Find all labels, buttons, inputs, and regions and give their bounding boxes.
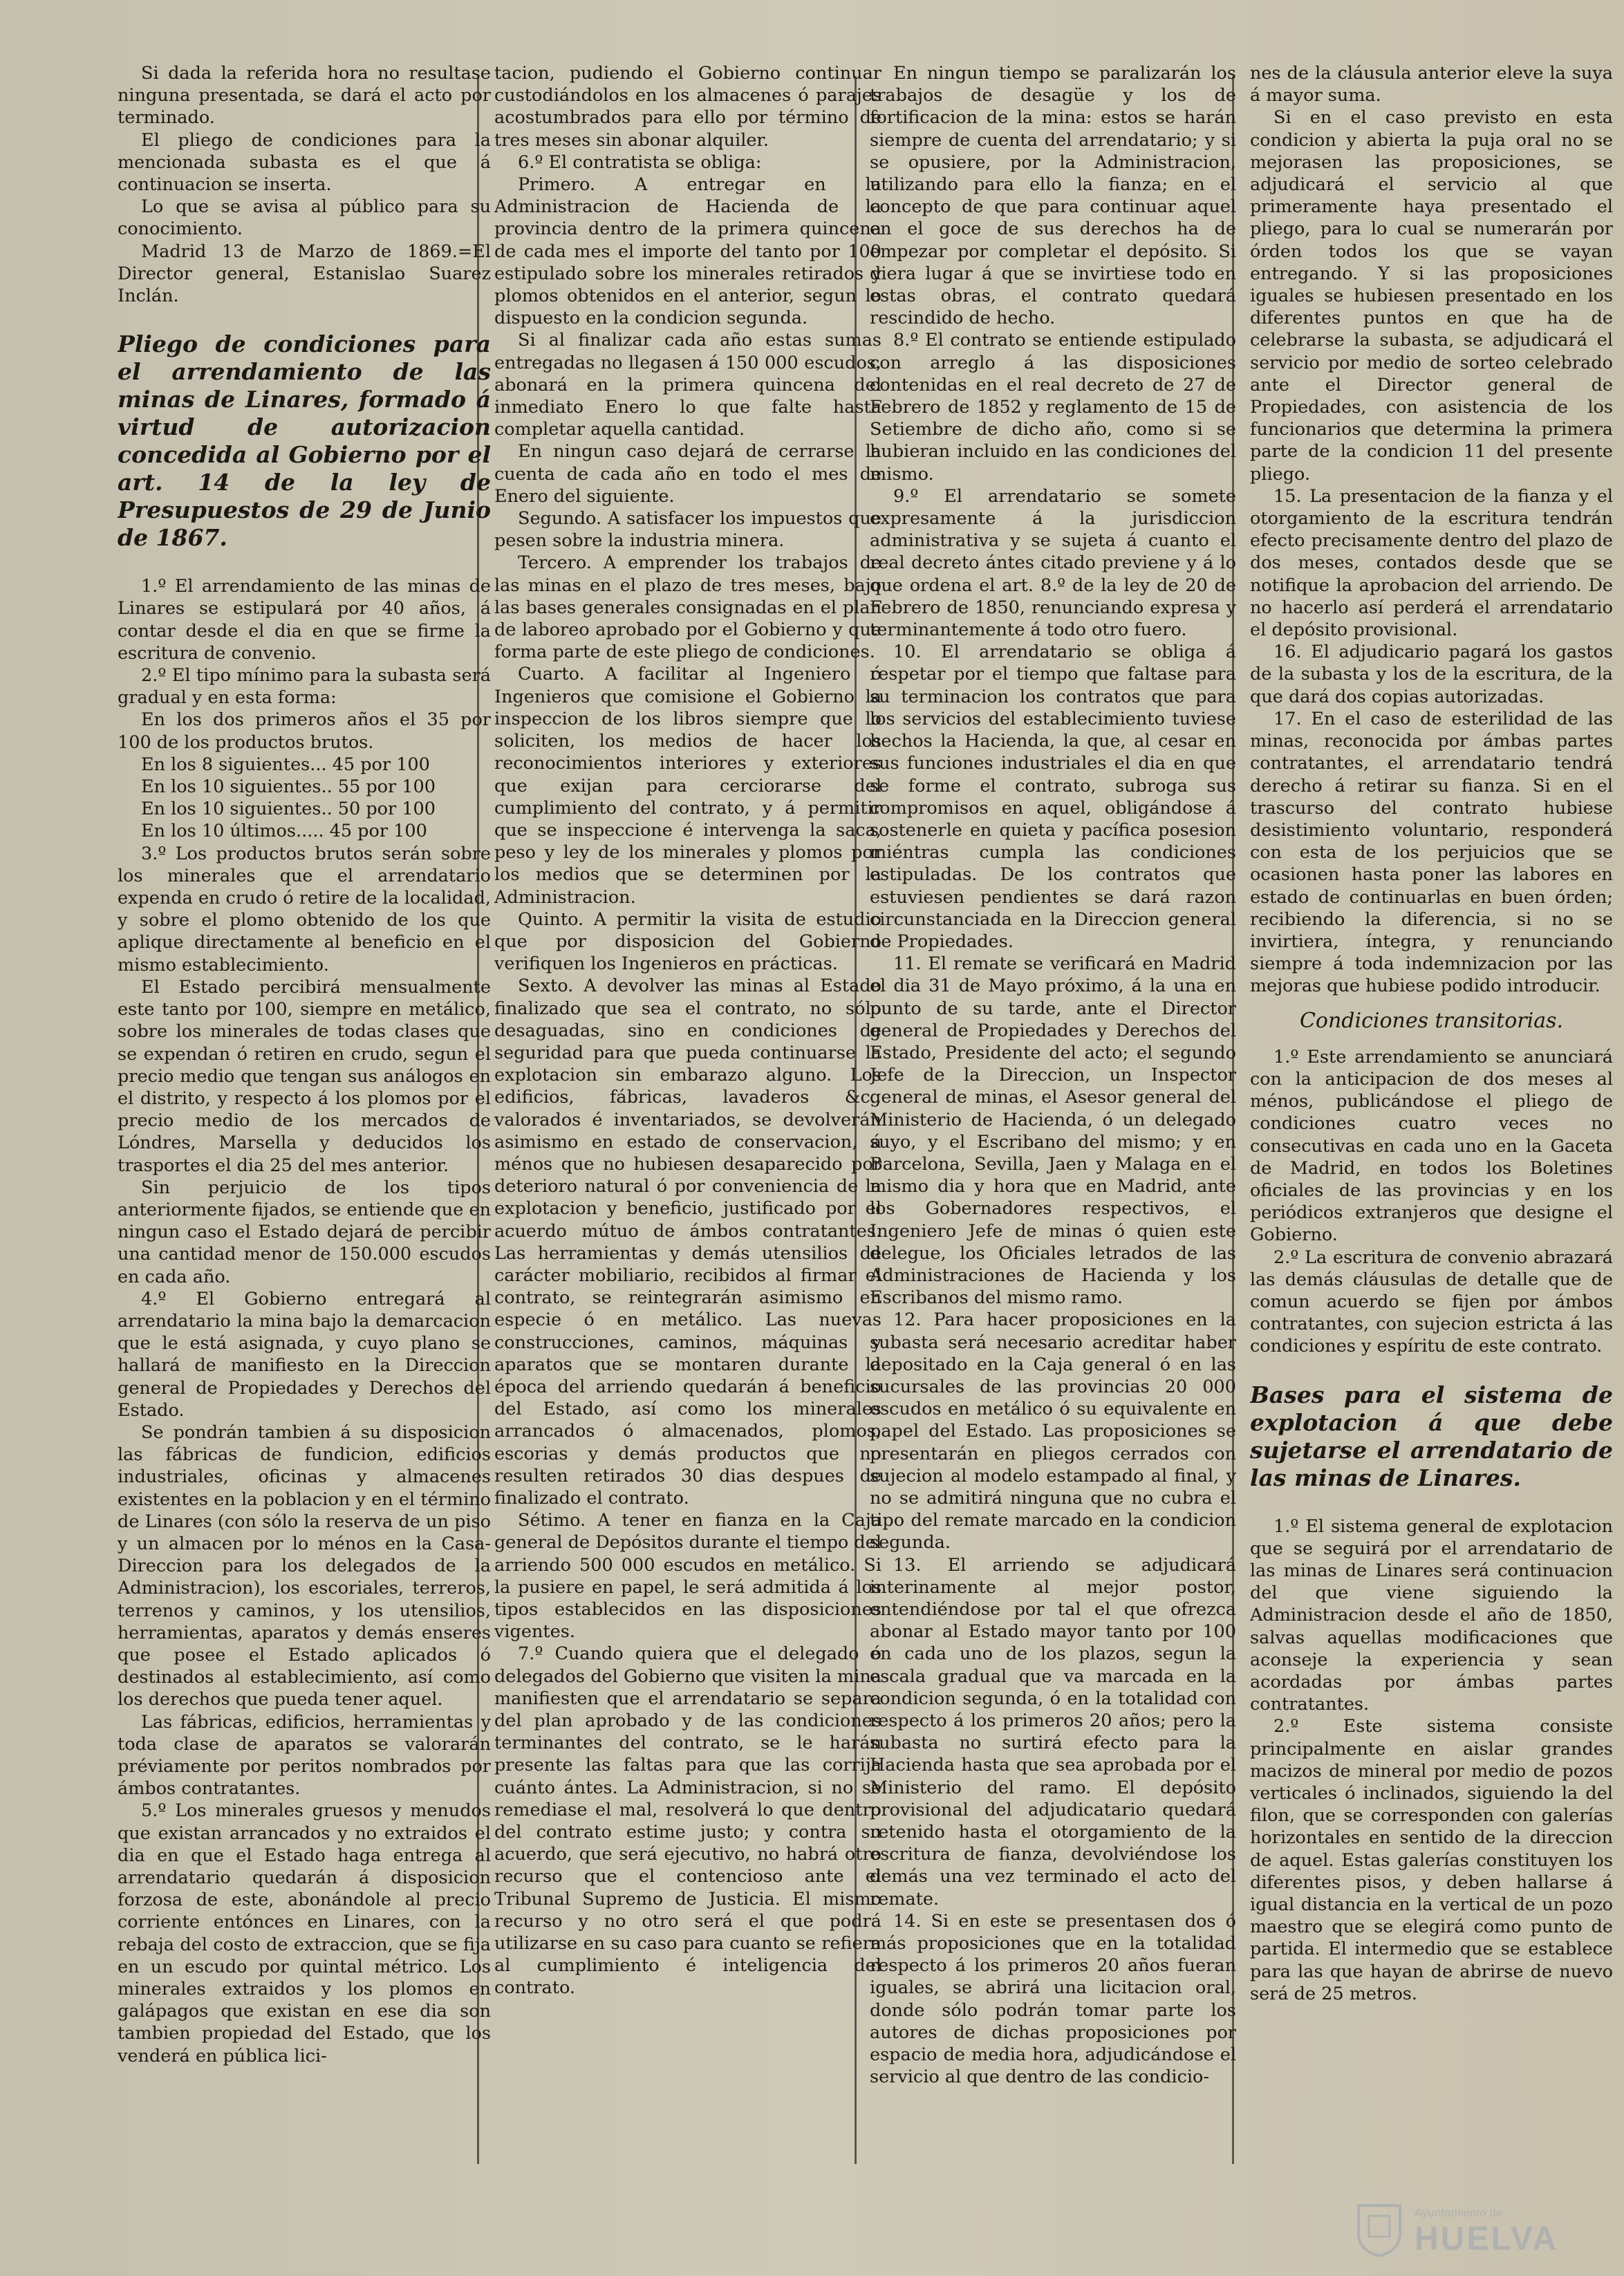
- paragraph: 5.º Los minerales gruesos y menudos que existan arrancados y no extraidos el dia en que el Estado haga entrega al arrendatario quedarán á disposicion forzosa de este, abonándole al precio corriente entónces en Linares, con la rebaja del costo de extraccion, que se fija en un escudo por quintal métrico. Los minerales extraidos y los plomos en galápagos que existan en ese dia son tambien propiedad del Estado, que los venderá en pública lici-: [118, 1800, 491, 2067]
- paragraph: 1.º El sistema general de explotacion que se seguirá por el arrendatario de las minas de Linares será continuacion del que viene siguiendo la Administracion desde el año de 1850, salvas aquellas modificaciones que aconseje la experiencia y sean acordadas por ámbas partes contratantes.: [1250, 1515, 1613, 1715]
- paragraph: 9.º El arrendatario se somete expresamente á la jurisdiccion administrativa y se sujeta á cuanto el real decreto ántes citado previene y á lo que ordena el art. 8.º de la ley de 20 de Febrero de 1850, renunciando expresa y terminantemente á todo otro fuero.: [870, 485, 1236, 641]
- paragraph: 13. El arriendo se adjudicará interinamente al mejor postor, entendiéndose por tal el que ofrezca abonar al Estado mayor tanto por 100 en cada uno de los plazos, segun la escala gradual que va marcada en la condicion segunda, ó en la totalidad con respecto á los primeros 20 años; pero la subasta no surtirá efecto para la Hacienda hasta que sea aprobada por el Ministerio del ramo. El depósito provisional del adjudicatario quedará retenido hasta el otorgamiento de la escritura de fianza, devolviéndose los demás una vez terminado el acto del remate.: [870, 1554, 1236, 1910]
- paragraph: 3.º Los productos brutos serán sobre los minerales que el arrendatario expenda en crudo ó retire de la localidad, y sobre el plomo obtenido de los que aplique directamente al beneficio en el mismo establecimiento.: [118, 843, 491, 976]
- paragraph: 11. El remate se verificará en Madrid el dia 31 de Mayo próximo, á la una en punto de su tarde, ante el Director general de Propiedades y Derechos del Estado, Presidente del acto; el segundo Jefe de la Direccion, un Inspector general de minas, el Asesor general del Ministerio de Hacienda, ó un delegado suyo, y el Escribano del mismo; y en Barcelona, Sevilla, Jaen y Malaga en el mismo dia y hora que en Madrid, ante los Gobernadores respectivos, el Ingeniero Jefe de minas ó quien este delegue, los Oficiales letrados de las Administraciones de Hacienda y los Escribanos del mismo ramo.: [870, 953, 1236, 1309]
- paragraph: nes de la cláusula anterior eleve la suya á mayor suma.: [1250, 63, 1613, 106]
- watermark-title: HUELVA: [1415, 2221, 1559, 2257]
- paragraph: Tercero. A emprender los trabajos de las minas en el plazo de tres meses, bajo las bases generales consignadas en el plan de laboreo aprobado por el Gobierno y que forma parte de este pliego de condiciones.: [494, 552, 881, 663]
- paragraph: Sétimo. A tener en fianza en la Caja general de Depósitos durante el tiempo del arriendo 500 000 escudos en metálico. Si la pusiere en papel, le será admitida á los tipos establecidos en las disposiciones vigentes.: [494, 1510, 881, 1643]
- paragraph: 4.º El Gobierno entregará al arrendatario la mina bajo la demarcacion que le está asignada, y cuyo plano se hallará de manifiesto en la Direccion general de Propiedades y Derechos del Estado.: [118, 1288, 491, 1421]
- paragraph: El pliego de condiciones para la mencionada subasta es el que á continuacion se inserta.: [118, 129, 491, 196]
- paragraph: 8.º El contrato se entiende estipulado con arreglo á las disposiciones contenidas en el real decreto de 27 de Febrero de 1852 y reglamento de 15 de Setiembre de dicho año, como si se hubieran incluido en las condiciones del mismo.: [870, 330, 1236, 485]
- paragraph: 17. En el caso de esterilidad de las minas, reconocida por ámbas partes contratantes, el arrendatario tendrá derecho á retirar su fianza. Si en el trascurso del contrato hubiese desistimiento voluntario, responderá con esta de los perjuicios que se ocasionen hasta poner las labores en estado de continuarlas en buen órden; recibiendo la diferencia, si no se invirtiera, íntegra, y renunciando siempre á toda indemnizacion por las mejoras que hubiese podido introducir.: [1250, 708, 1613, 997]
- paragraph: En ningun caso dejará de cerrarse la cuenta de cada año en todo el mes de Enero del siguiente.: [494, 441, 881, 507]
- paragraph: Cuarto. A facilitar al Ingeniero ó Ingenieros que comisione el Gobierno la inspeccion de los libros siempre que lo soliciten, los medios de hacer los reconocimientos interiores y exteriores que exijan para cerciorarse del cumplimiento del contrato, y á permitir que se inspeccione é intervenga la saca, peso y ley de los minerales y plomos por los medios que se determinen por la Administracion.: [494, 664, 881, 908]
- paragraph: El Estado percibirá mensualmente este tanto por 100, siempre en metálico, sobre los minerales de todas clases que se expendan ó retiren en crudo, segun el precio medio que tengan sus análogos en el distrito, y respecto á los plomos por el precio medio de los mercados de Lóndres, Marsella y deducidos los trasportes el dia 25 del mes anterior.: [118, 976, 491, 1176]
- column-3: [870, 62, 1236, 2247]
- paragraph: Si en el caso previsto en esta condicion y abierta la puja oral no se mejorasen las proposiciones, se adjudicará el servicio al que primeramente haya presentado el pliego, para lo cual se numerarán por órden todos los que se vayan entregando. Y si las proposiciones iguales se hubiesen presentado en los diferentes puntos en que ha de celebrarse la subasta, se adjudicará el servicio por medio de sorteo celebrado ante el Director general de Propiedades, con asistencia de los funcionarios que determina la primera parte de la condicion 11 del presente pliego.: [1250, 107, 1613, 485]
- paragraph: En los dos primeros años el 35 por 100 de los productos brutos.: [118, 709, 491, 753]
- paragraph: 10. El arrendatario se obliga á respetar por el tiempo que faltase para su terminacion los contratos que para los servicios del establecimiento tuviese hechos la Hacienda, la que, al cesar en sus funciones industriales el dia en que se forme el contrato, subroga sus compromisos en aquel, obligándose á sostenerle en quieta y pacífica posesion miéntras cumpla las condiciones estipuladas. De los contratos que estuviesen pendientes se dará razon circunstanciada en la Direccion general de Propiedades.: [870, 642, 1236, 952]
- section-title: Pliego de condiciones para el arrendamiento de las minas de Linares, formado á virtud de autorizacion concedida al Gobierno por el art. 14 de la ley de Presupuestos de 29 de Junio de 1867.: [118, 330, 491, 552]
- paragraph: Lo que se avisa al público para su conocimiento.: [118, 196, 491, 240]
- section-title: Bases para el sistema de explotacion á que debe sujetarse el arrendatario de las minas de Linares.: [1250, 1381, 1613, 1491]
- paragraph: 14. Si en este se presentasen dos ó más proposiciones que en la totalidad respecto á los primeros 20 años fueran iguales, se abrirá una licitacion oral, donde sólo podrán tomar parte los autores de dichas proposiciones por espacio de media hora, adjudicándose el servicio al que dentro de las condicio-: [870, 1910, 1236, 2088]
- paragraph: En los 10 últimos..... 45 por 100: [141, 821, 427, 842]
- paragraph: 2.º La escritura de convenio abrazará las demás cláusulas de detalle que de comun acuerdo se fijen por ámbos contratantes, con sujecion estricta á las condiciones y espíritu de este contrato.: [1250, 1247, 1613, 1357]
- column-4: [1250, 62, 1613, 2247]
- paragraph: 1.º El arrendamiento de las minas de Linares se estipulará por 40 años, á contar desde el dia en que se firme la escritura de convenio.: [118, 576, 491, 664]
- paragraph: 7.º Cuando quiera que el delegado ó delegados del Gobierno que visiten la mina manifiesten que el arrendatario se separa del plan aprobado y de las condiciones terminantes del contrato, se le harán presente las faltas para que las corrija cuánto ántes. La Administracion, si no se remediase el mal, resolverá lo que dentro del contrato estime justo; y contra su acuerdo, que será ejecutivo, no habrá otro recurso que el contencioso ante el Tribunal Supremo de Justicia. El mismo recurso y no otro será el que podrá utilizarse en su caso para cuanto se refiera al cumplimiento é inteligencia del contrato.: [494, 1643, 881, 1999]
- shield-icon: [1355, 2202, 1403, 2257]
- paragraph: tacion, pudiendo el Gobierno continuar custodiándolos en los almacenes ó parajes acostumbrados para ello por término de tres meses sin abonar alquiler.: [494, 63, 881, 151]
- paragraph: En ningun tiempo se paralizarán los trabajos de desagüe y los de fortificacion de la mina: estos se harán siempre de cuenta del arrendatario; y si se opusiere, por la Administracion, utilizando para ello la fianza; en el concepto de que para continuar aquel en el goce de sus derechos ha de empezar por completar el depósito. Si diera lugar á que se invirtiese todo en estas obras, el contrato quedará rescindido de hecho.: [870, 63, 1236, 329]
- watermark-subtitle: Ayuntamiento de: [1415, 2206, 1503, 2219]
- paragraph: Si dada la referida hora no resultase ninguna presentada, se dará el acto por terminado.: [118, 63, 491, 129]
- paragraph: Sexto. A devolver las minas al Estado finalizado que sea el contrato, no sólo desaguadas, sino en condiciones de seguridad para que pueda continuarse la explotacion sin embarazo alguno. Los edificios, fábricas, lavaderos &c., valorados é inventariados, se devolverán asimismo en estado de conservacion, á ménos que no hubiesen desaparecido por deterioro natural ó por conveniencia de la explotacion y beneficio, justificado por el acuerdo mútuo de ámbos contratantes. Las herramientas y demás utensilios de carácter mobiliario, recibidos al firmar el contrato, se reintegrarán asimismo en especie ó en metálico. Las nuevas construcciones, caminos, máquinas y aparatos que se montaren durante la época del arriendo quedarán á beneficio del Estado, así como los minerales arrancados ó almacenados, plomos, escorias y demás productos que no resulten retirados 30 dias despues de finalizado el contrato.: [494, 976, 881, 1509]
- paragraph: 15. La presentacion de la fianza y el otorgamiento de la escritura tendrán efecto precisamente dentro del plazo de dos meses, contados desde que se notifique la aprobacion del arriendo. De no hacerlo así perderá el arrendatario el depósito provisional.: [1250, 485, 1613, 641]
- paragraph: 12. Para hacer proposiciones en la subasta será necesario acreditar haber depositado en la Caja general ó en las sucursales de las provincias 20 000 escudos en metálico ó su equivalente en papel del Estado. Las proposiciones se presentarán en pliegos cerrados con sujecion al modelo estampado al final, y no se admitirá ninguna que no cubra el tipo del remate marcado en la condicion segunda.: [870, 1309, 1236, 1554]
- paragraph: 2.º Este sistema consiste principalmente en aislar grandes macizos de mineral por medio de pozos verticales ó inclinados, siguiendo la del filon, que se corresponden con galerías horizontales en sentido de la direccion de aquel. Estas galerías constituyen los diferentes pisos, y deben hallarse á igual distancia en la vertical de un pozo maestro que se elegirá como punto de partida. El intermedio que se establece para las que hayan de abrirse de nuevo será de 25 metros.: [1250, 1716, 1613, 2004]
- paragraph: En los 10 siguientes.. 55 por 100: [141, 776, 436, 798]
- paragraph: 6.º El contratista se obliga:: [518, 151, 762, 173]
- section-heading: Condiciones transitorias.: [1299, 1008, 1564, 1033]
- paragraph: En los 10 siguientes.. 50 por 100: [141, 799, 436, 820]
- paragraph: Las fábricas, edificios, herramientas y toda clase de aparatos se valorarán préviamente por peritos nombrados por ámbos contratantes.: [118, 1711, 491, 1800]
- paragraph: Se pondrán tambien á su disposicion las fábricas de fundicion, edificios industriales, oficinas y almacenes existentes en la poblacion y en el término de Linares (con sólo la reserva de un piso y un almacen por lo ménos en la Casa-Direccion para los delegados de la Administracion), los escoriales, terreros, terrenos y caminos, y los utensilios, herramientas, aparatos y demás enseres que posee el Estado aplicados ó destinados al establecimiento, así como los derechos que pueda tener aquel.: [118, 1421, 491, 1710]
- paragraph: Sin perjuicio de los tipos anteriormente fijados, se entiende que en ningun caso el Estado dejará de percibir una cantidad menor de 150.000 escudos en cada año.: [118, 1177, 491, 1287]
- paragraph: 16. El adjudicario pagará los gastos de la subasta y los de la escritura, de la que dará dos copias autorizadas.: [1250, 642, 1613, 707]
- paragraph: Madrid 13 de Marzo de 1869.=El Director general, Estanislao Suarez Inclán.: [118, 241, 491, 307]
- column-1: [118, 62, 491, 2247]
- paragraph: Primero. A entregar en la Administracion de Hacienda de la provincia dentro de la primera quincena de cada mes el importe del tanto por 100 estipulado sobre los minerales retirados y plomos obtenidos en el anterior, segun lo dispuesto en la condicion segunda.: [494, 174, 881, 329]
- paragraph: Quinto. A permitir la visita de estudio que por disposicion del Gobierno verifiquen los Ingenieros en prácticas.: [494, 908, 881, 975]
- column-2: [494, 62, 881, 2247]
- paragraph: Si al finalizar cada año estas sumas entregadas no llegasen á 150 000 escudos, abonará en la primera quincena del inmediato Enero lo que falte hasta completar aquella cantidad.: [494, 330, 881, 440]
- paragraph: En los 8 siguientes... 45 por 100: [141, 754, 430, 775]
- paragraph: 2.º El tipo mínimo para la subasta será gradual y en esta forma:: [118, 665, 491, 709]
- archive-watermark: [1355, 2202, 1604, 2264]
- paragraph: Segundo. A satisfacer los impuestos que pesen sobre la industria minera.: [494, 508, 881, 552]
- paragraph: 1.º Este arrendamiento se anunciará con la anticipacion de dos meses al ménos, publicándose el pliego de condiciones cuatro veces no consecutivas en cada uno en la Gaceta de Madrid, en todos los Boletines oficiales de las provincias y en los periódicos extranjeros que designe el Gobierno.: [1250, 1046, 1613, 1246]
